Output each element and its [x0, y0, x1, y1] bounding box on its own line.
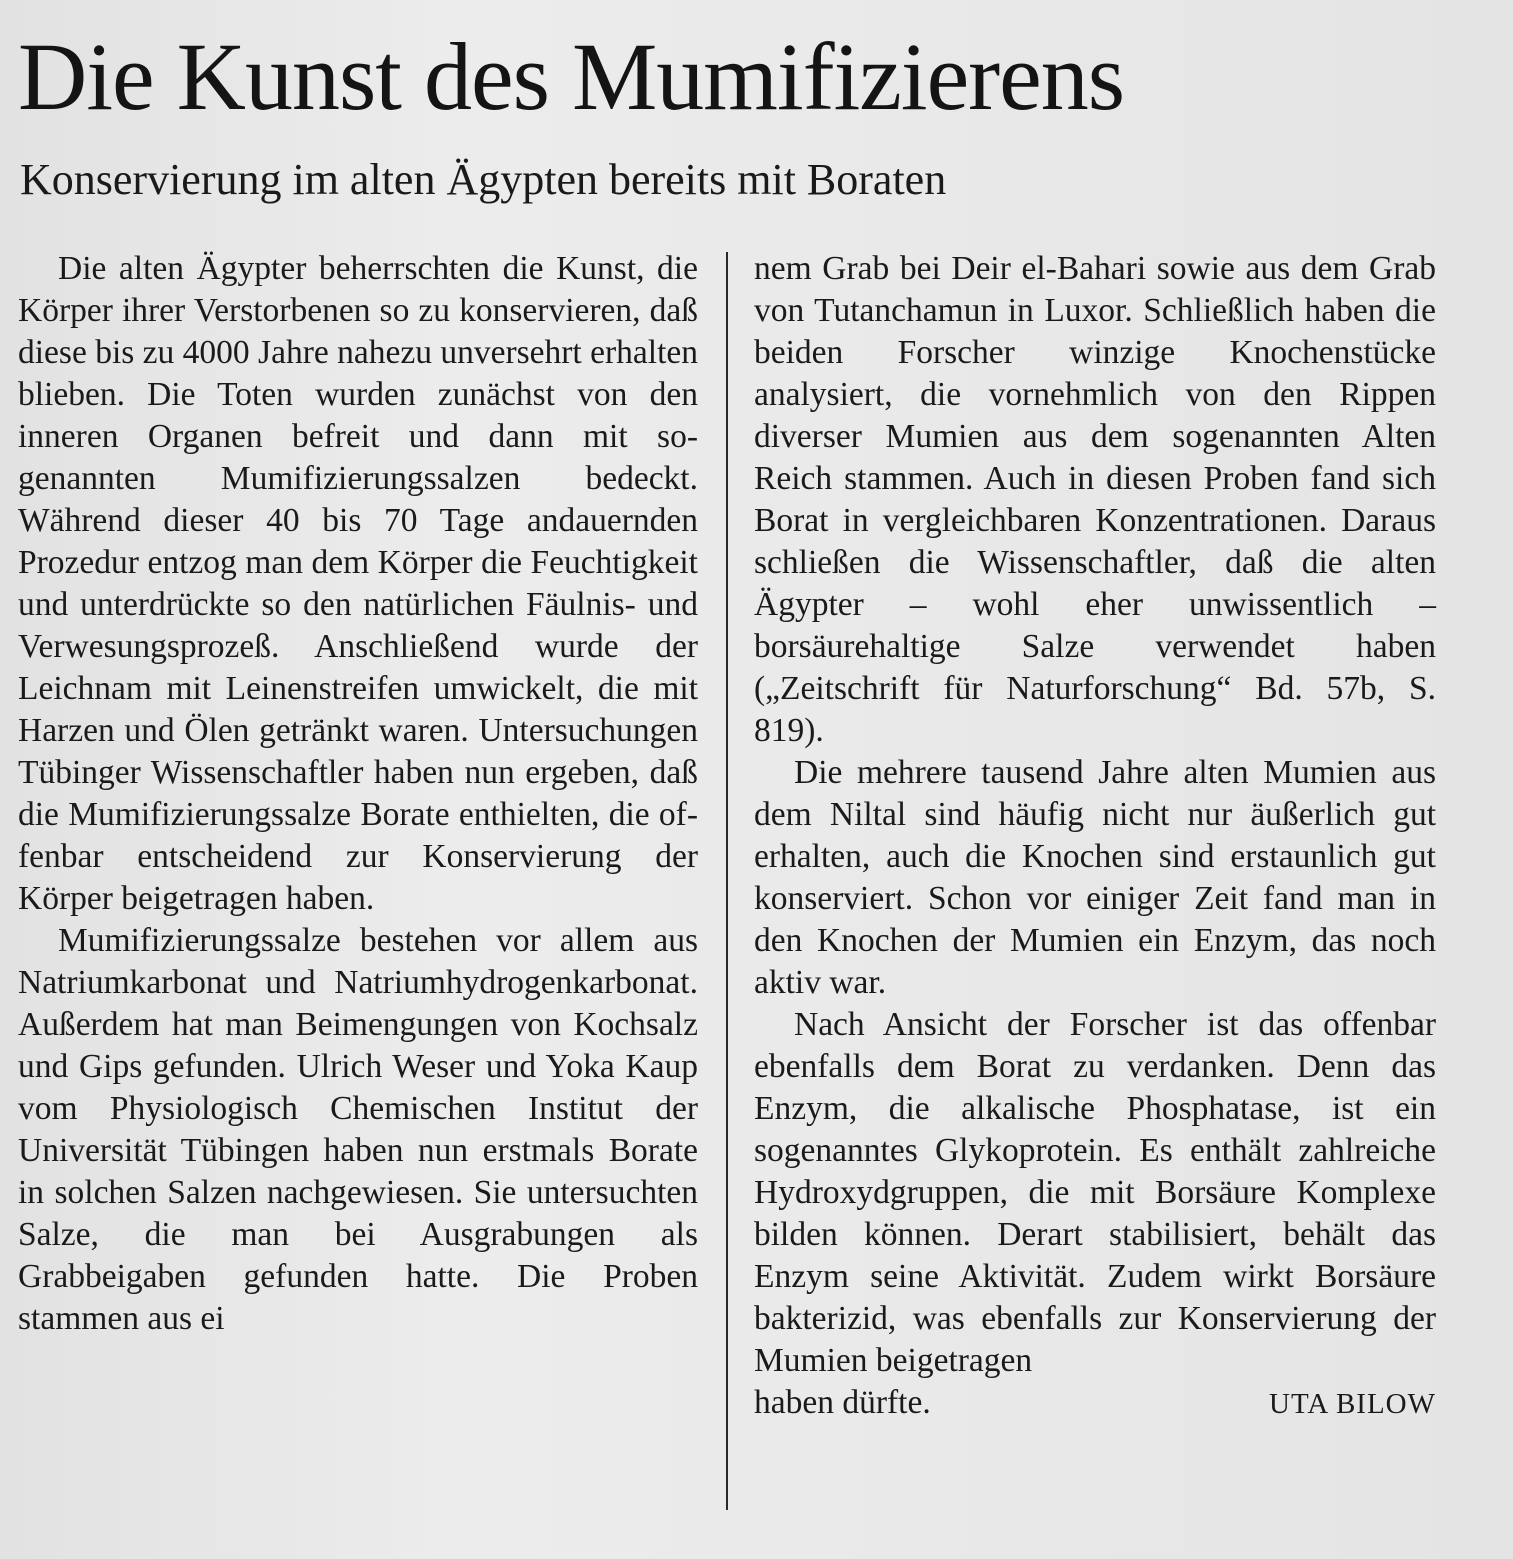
right-paragraph-2: Die mehrere tausend Jahre alten Mumien aus dem Niltal sind häufig nicht nur äußerlich gut erhalten, auch die Knochen sind erstaunlich gut konserviert. Schon vor einiger Zeit fand man in den Knochen der Mumien ein Enzym, das noch aktiv war. [754, 754, 1436, 1001]
left-paragraph-1: Die alten Ägypter beherrschten die Kunst, die Körper ihrer Verstorbenen so zu konservieren, daß diese bis zu 4000 Jahre nahezu unversehrt erhalten blieben. Die Toten wurden zunächst von den inneren Organen befreit und dann mit sogenannten Mumifizierungssalzen bedeckt. Während dieser 40 bis 70 Tage andauernden Prozedur entzog man dem Körper die Feuchtigkeit und unterdrückte so den natürlichen Fäulnis- und Verwesungsprozeß. Anschließend wurde der Leichnam mit Leinenstreifen umwickelt, die mit Harzen und Ölen getränkt waren. Untersuchungen Tübinger Wissenschaftler haben nun ergeben, daß die Mumifizierungssalze Borate enthielten, die offenbar entscheidend zur Konservierung der Körper beigetragen haben. [18, 250, 698, 917]
left-column [18, 248, 698, 1340]
left-paragraph-2: Mumifizierungssalze bestehen vor allem aus Natriumkarbonat und Natriumhydrogenkarbonat. Außerdem hat man Beimengungen von Kochsalz und Gips gefunden. Ulrich Weser und Yoka Kaup vom Physiologisch Chemischen Institut der Universität Tübingen haben nun erstmals Borate in solchen Salzen nachgewiesen. Sie untersuchten Salze, die man bei Ausgrabungen als Grabbeigaben gefunden hatte. Die Proben stammen aus ei [18, 922, 698, 1337]
right-column [754, 248, 1436, 1425]
article-subheadline: Konservierung im alten Ägypten bereits mit Boraten [20, 155, 947, 204]
article-headline: Die Kunst des Mumifizierens [18, 23, 1125, 130]
right-paragraph-3: Nach Ansicht der Forscher ist das offenbar ebenfalls dem Borat zu verdanken. Denn das Enzym, die alkalische Phosphatase, ist ein sogenanntes Glykoprotein. Es enthält zahlreiche Hydroxydgruppen, die mit Borsäure Komplexe bilden können. Derart stabilisiert, behält das Enzym seine Aktivität. Zudem wirkt Borsäure bakterizid, was ebenfalls zur Konservierung der Mumien beigetragen [754, 1006, 1436, 1379]
column-divider [726, 252, 728, 1510]
right-paragraph-1: nem Grab bei Deir el-Bahari sowie aus dem Grab von Tutanchamun in Luxor. Schließlich haben die beiden Forscher winzige Knochenstücke analysiert, die vornehmlich von den Rippen diverser Mumien aus dem sogenannten Alten Reich stammen. Auch in diesen Proben fand sich Borat in vergleichbaren Konzentrationen. Daraus schließen die Wissenschaftler, daß die alten Ägypter – wohl eher unwissentlich – borsäurehaltige Salze verwendet haben („Zeitschrift für Naturforschung“ Bd. 57b, S. 819). [754, 250, 1436, 749]
closing-text: haben dürfte. [754, 1384, 931, 1421]
closing-line [754, 1382, 1436, 1425]
author-byline: UTA BILOW [1269, 1388, 1436, 1420]
